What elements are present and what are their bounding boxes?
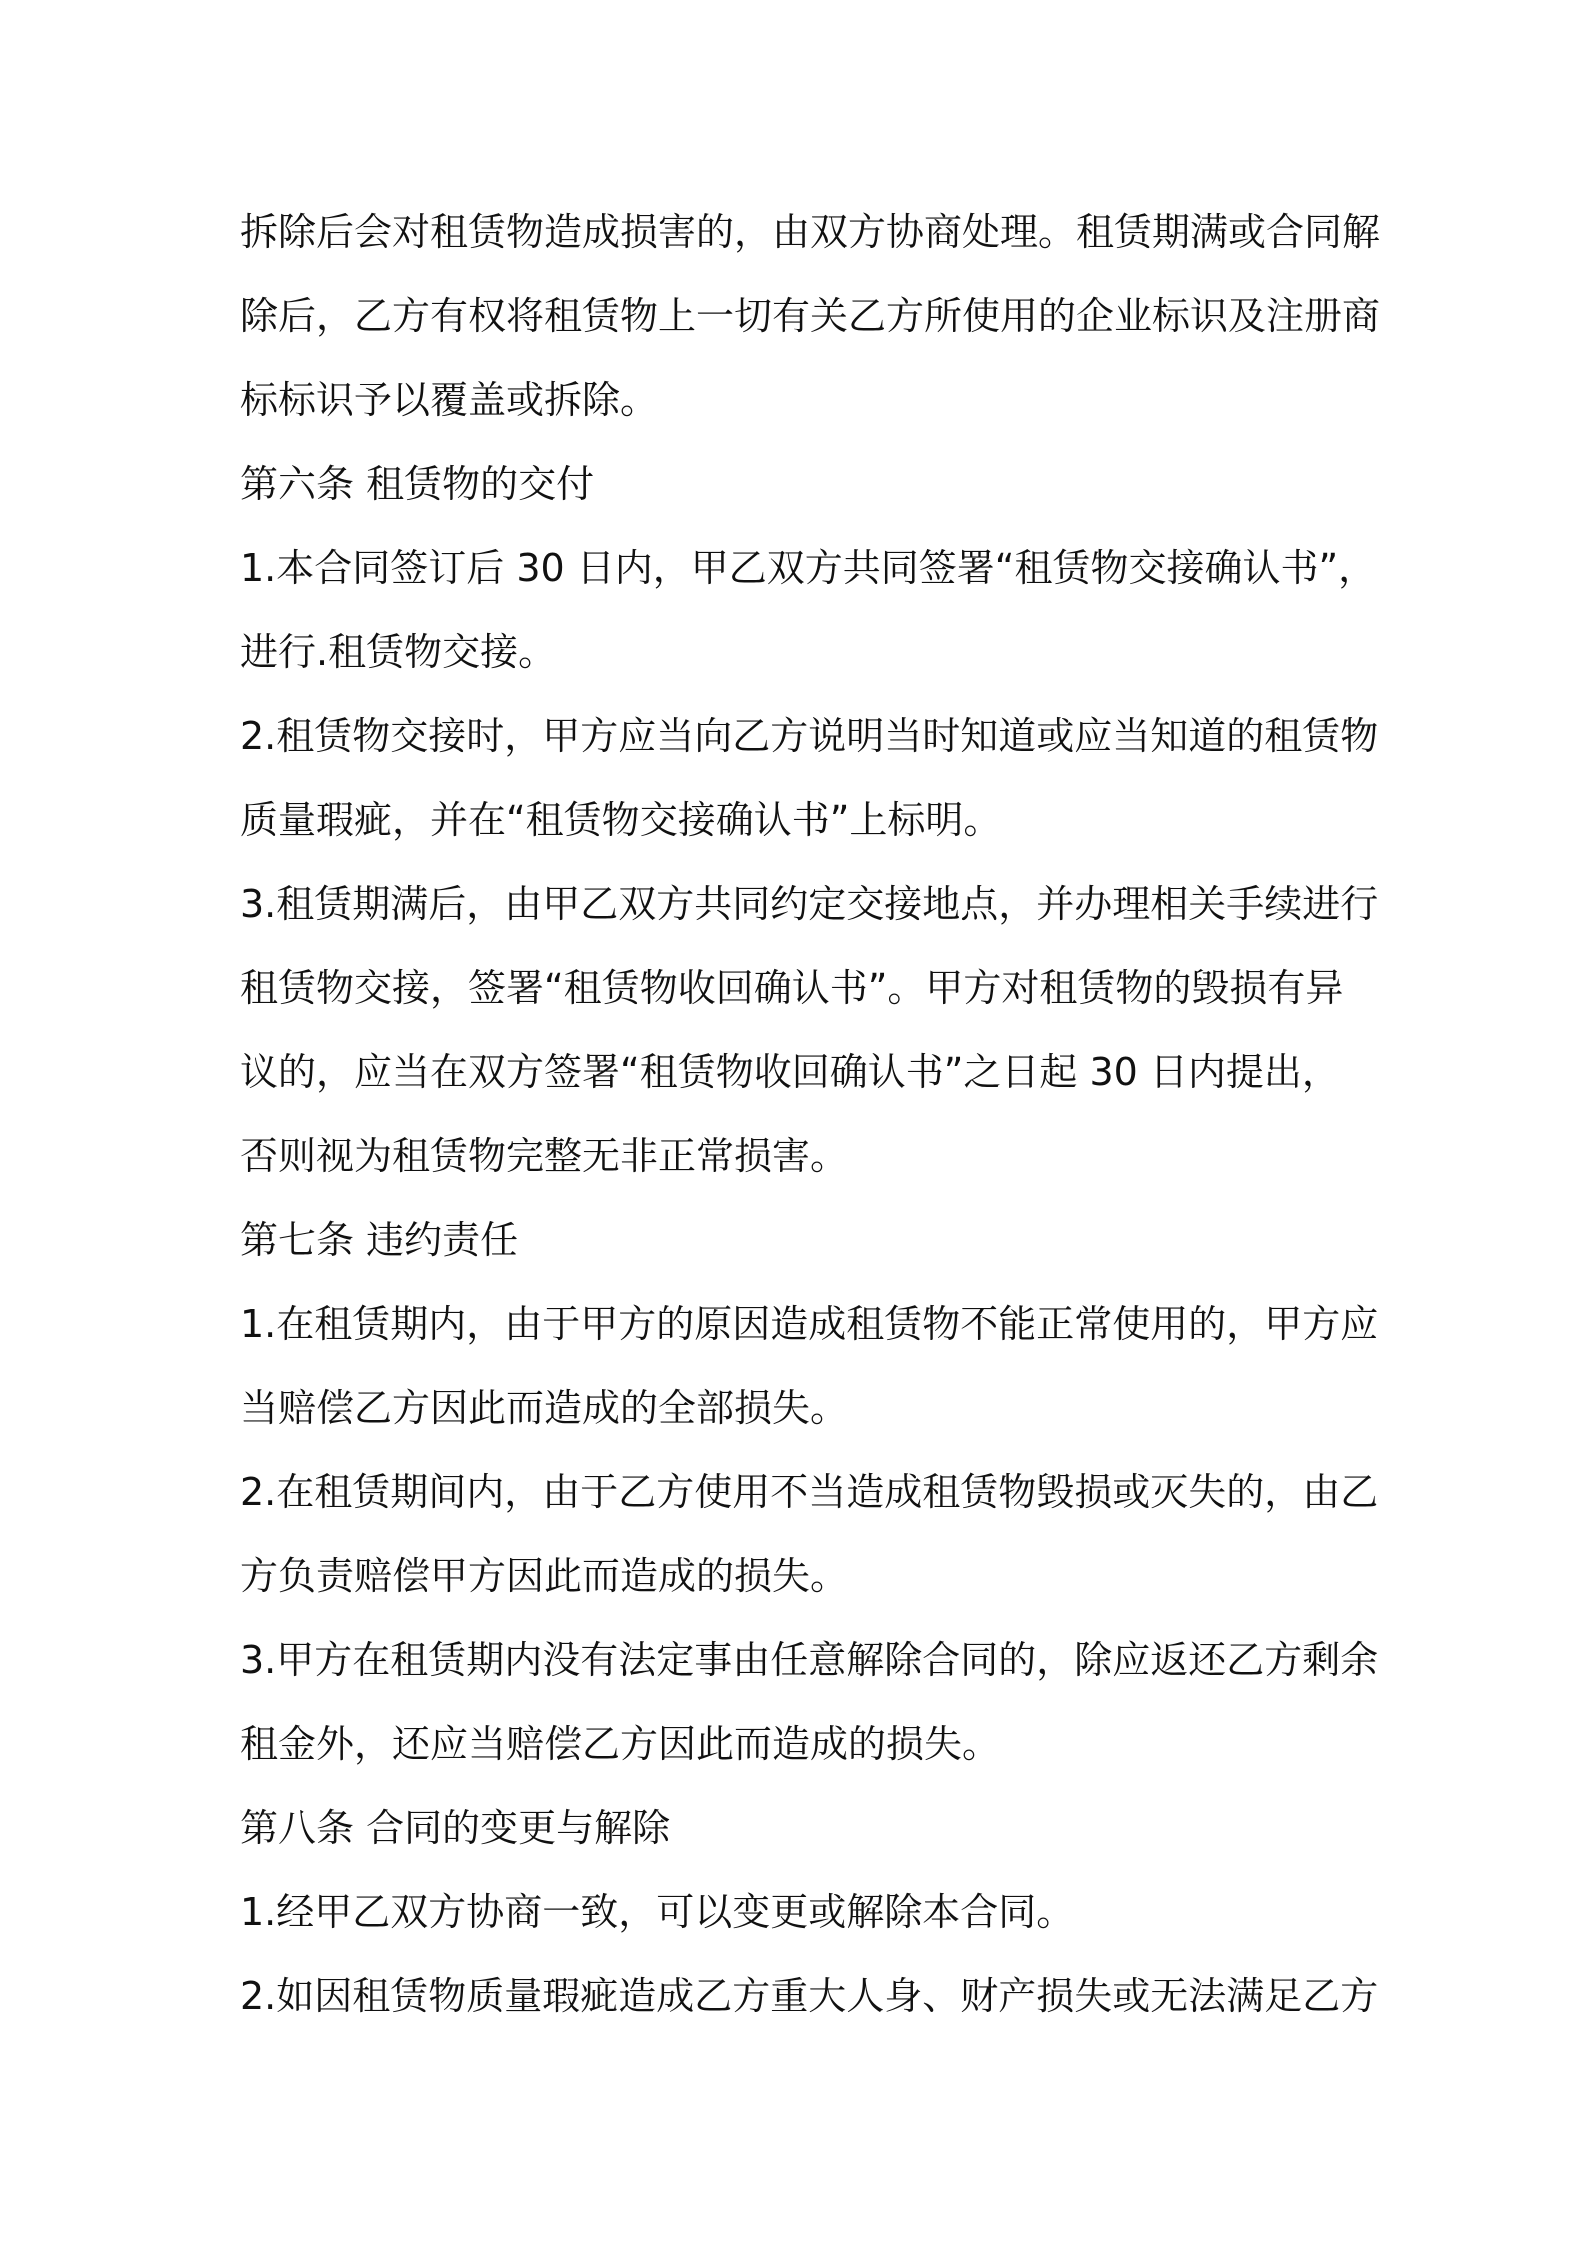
text-line: 租赁物交接，签署“租赁物收回确认书”。甲方对租赁物的毁损有异 [240,966,1344,1010]
section-heading-8: 第八条 合同的变更与解除 [240,1806,671,1850]
text-line: 租金外，还应当赔偿乙方因此而造成的损失。 [240,1722,1001,1766]
text-line: 2.在租赁期间内，由于乙方使用不当造成租赁物毁损或灭失的，由乙 [240,1470,1379,1514]
text-line: 进行.租赁物交接。 [240,630,557,674]
text-line: 标标识予以覆盖或拆除。 [240,378,659,422]
text-line: 2.如因租赁物质量瑕疵造成乙方重大人身、财产损失或无法满足乙方 [240,1974,1379,2018]
text-line: 2.租赁物交接时，甲方应当向乙方说明当时知道或应当知道的租赁物 [240,714,1379,758]
text-line: 3.租赁期满后，由甲乙双方共同约定交接地点，并办理相关手续进行 [240,882,1379,926]
text-line: 否则视为租赁物完整无非正常损害。 [240,1134,849,1178]
text-line: 1.在租赁期内，由于甲方的原因造成租赁物不能正常使用的，甲方应 [240,1302,1379,1346]
text-line: 1.本合同签订后 30 日内，甲乙双方共同签署“租赁物交接确认书”， [240,546,1377,590]
text-line: 拆除后会对租赁物造成损害的，由双方协商处理。租赁期满或合同解 [240,210,1381,254]
text-line: 当赔偿乙方因此而造成的全部损失。 [240,1386,849,1430]
document-body [240,190,1381,2038]
text-line: 3.甲方在租赁期内没有法定事由任意解除合同的，除应返还乙方剩余 [240,1638,1379,1682]
text-line: 方负责赔偿甲方因此而造成的损失。 [240,1554,849,1598]
section-heading-7: 第七条 违约责任 [240,1218,519,1262]
text-line: 1.经甲乙双方协商一致，可以变更或解除本合同。 [240,1890,1075,1934]
text-line: 质量瑕疵，并在“租赁物交接确认书”上标明。 [240,798,1002,842]
text-line: 除后，乙方有权将租赁物上一切有关乙方所使用的企业标识及注册商 [240,294,1381,338]
section-heading-6: 第六条 租赁物的交付 [240,462,595,506]
text-line: 议的，应当在双方签署“租赁物收回确认书”之日起 30 日内提出， [240,1050,1340,1094]
